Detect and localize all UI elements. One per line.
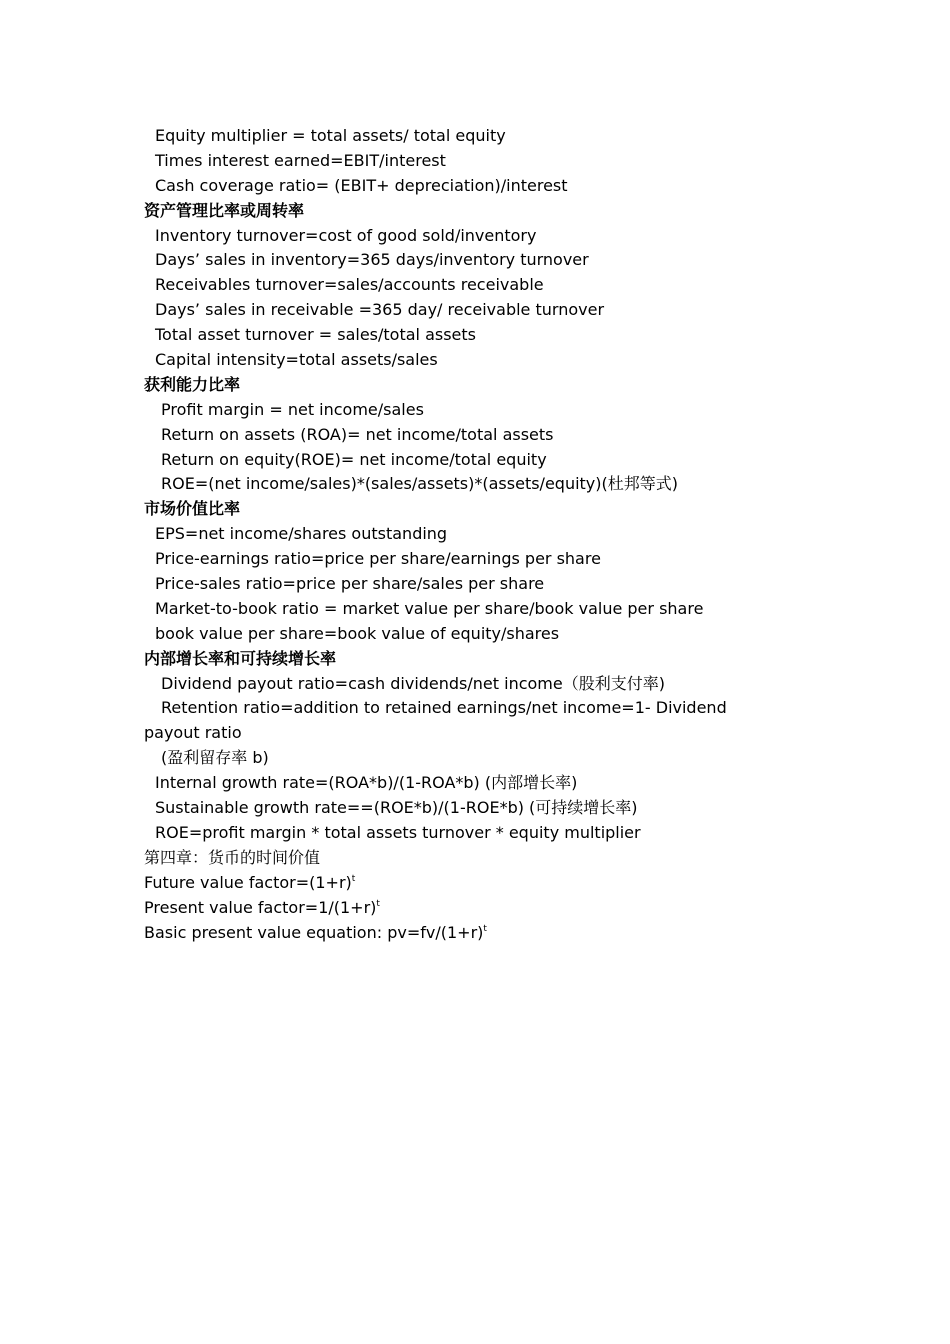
book-value-per-share-formula: book value per share=book value of equity/shares xyxy=(155,623,560,643)
profitability-heading: 获利能力比率 xyxy=(144,374,241,394)
roe-formula: Return on equity(ROE)= net income/total equity xyxy=(161,449,547,469)
inventory-turnover-formula: Inventory turnover=cost of good sold/inventory xyxy=(155,225,537,245)
eps-formula: EPS=net income/shares outstanding xyxy=(155,524,448,544)
profit-margin-formula: Profit margin = net income/sales xyxy=(161,399,424,419)
growth-heading: 内部增长率和可持续增长率 xyxy=(144,648,337,668)
cash-coverage-formula: Cash coverage ratio= (EBIT+ depreciation)/interest xyxy=(155,175,568,195)
ps-ratio-formula: Price-sales ratio=price per share/sales per share xyxy=(155,574,545,594)
times-interest-earned-formula: Times interest earned=EBIT/interest xyxy=(155,150,446,170)
total-asset-turnover-formula: Total asset turnover = sales/total assets xyxy=(155,325,476,345)
days-sales-receivable-formula: Days’ sales in receivable =365 day/ receivable turnover xyxy=(155,300,605,320)
capital-intensity-formula: Capital intensity=total assets/sales xyxy=(155,350,438,370)
sustainable-growth-formula: Sustainable growth rate==(ROE*b)/(1-ROE*b) (可持续增长率) xyxy=(155,798,638,818)
dupont-formula: ROE=(net income/sales)*(sales/assets)*(assets/equity)(杜邦等式) xyxy=(161,474,679,494)
asset-management-heading: 资产管理比率或周转率 xyxy=(144,200,305,220)
present-value-factor-line xyxy=(144,896,804,921)
basic-pv-equation-formula: Basic present value equation: pv=fv/(1+r) xyxy=(144,922,484,942)
future-value-factor-line xyxy=(144,871,804,896)
future-value-factor-formula: Future value factor=(1+r) xyxy=(144,872,352,892)
retention-ratio-continuation: payout ratio xyxy=(144,723,242,743)
exponent-t: t xyxy=(351,873,356,884)
days-sales-inventory-formula: Days’ sales in inventory=365 days/inventory turnover xyxy=(155,250,589,270)
document-page xyxy=(144,124,804,945)
exponent-t: t xyxy=(483,923,487,934)
chapter-4-title: 第四章：货币的时间价值 xyxy=(144,847,321,867)
dividend-payout-formula: Dividend payout ratio=cash dividends/net income（股利支付率) xyxy=(161,673,665,693)
retention-ratio-formula: Retention ratio=addition to retained earnings/net income=1- Dividend xyxy=(161,698,727,718)
pe-ratio-formula: Price-earnings ratio=price per share/earnings per share xyxy=(155,549,601,569)
internal-growth-formula: Internal growth rate=(ROA*b)/(1-ROA*b) (内部增长率) xyxy=(155,773,578,793)
roa-formula: Return on assets (ROA)= net income/total assets xyxy=(161,424,554,444)
receivables-turnover-formula: Receivables turnover=sales/accounts receivable xyxy=(155,275,544,295)
basic-pv-equation-line xyxy=(144,921,804,946)
present-value-factor-formula: Present value factor=1/(1+r) xyxy=(144,897,377,917)
roe-decomposition-formula: ROE=profit margin * total assets turnover * equity multiplier xyxy=(155,822,641,842)
retention-ratio-note: (盈利留存率 b) xyxy=(161,748,269,768)
equity-multiplier-formula: Equity multiplier = total assets/ total equity xyxy=(155,126,506,145)
market-value-heading: 市场价值比率 xyxy=(144,499,241,519)
exponent-t: t xyxy=(376,898,380,909)
market-to-book-formula: Market-to-book ratio = market value per share/book value per share xyxy=(155,598,704,618)
